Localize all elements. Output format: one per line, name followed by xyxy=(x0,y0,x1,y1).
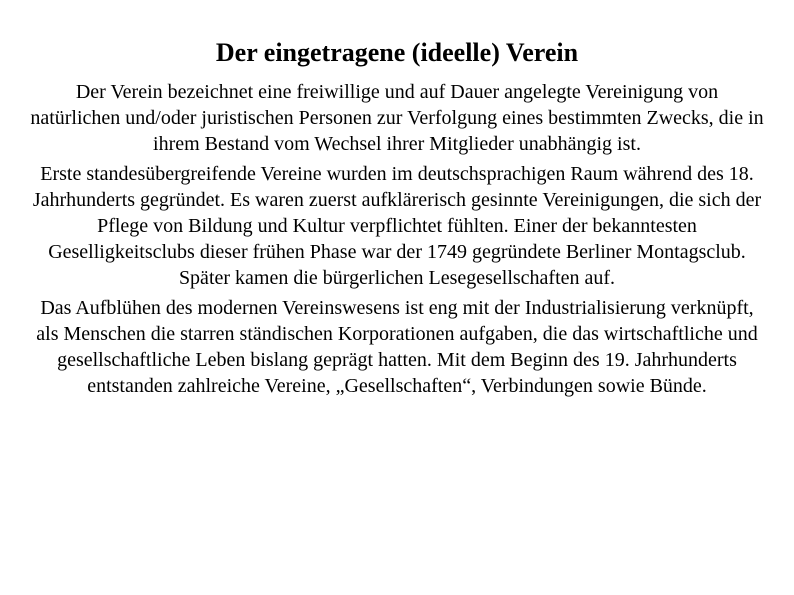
paragraph-definition: Der Verein bezeichnet eine freiwillige und auf Dauer angelegte Vereinigung von natürlichen und/oder juristischen Personen zur Verfolgung eines bestimmten Zwecks, die in ihrem Bestand vom Wechsel ihrer Mitglieder unabhängig ist. xyxy=(30,81,764,155)
slide-title: Der eingetragene (ideelle) Verein xyxy=(215,38,579,67)
slide-body xyxy=(30,79,764,403)
paragraph-industrialization: Das Aufblühen des modernen Vereinswesens ist eng mit der Industrialisierung verknüpft, als Menschen die starren ständischen Korporationen aufgaben, die das wirtschaftliche und gesellschaftliche Leben bislang geprägt hatten. Mit dem Beginn des 19. Jahrhunderts entstanden zahlreiche Vereine, „Gesellschaften“, Verbindungen sowie Bünde. xyxy=(36,297,758,397)
paragraph-history-18th-century: Erste standesübergreifende Vereine wurden im deutschsprachigen Raum während des 18. Jahrhunderts gegründet. Es waren zuerst aufklärerisch gesinnte Vereinigungen, die sich der Pflege von Bildung und Kultur verpflichtet fühlten. Einer der bekanntesten Geselligkeitsclubs dieser frühen Phase war der 1749 gegründete Berliner Montagsclub. Später kamen die bürgerlichen Lesegesellschaften auf. xyxy=(32,163,762,289)
